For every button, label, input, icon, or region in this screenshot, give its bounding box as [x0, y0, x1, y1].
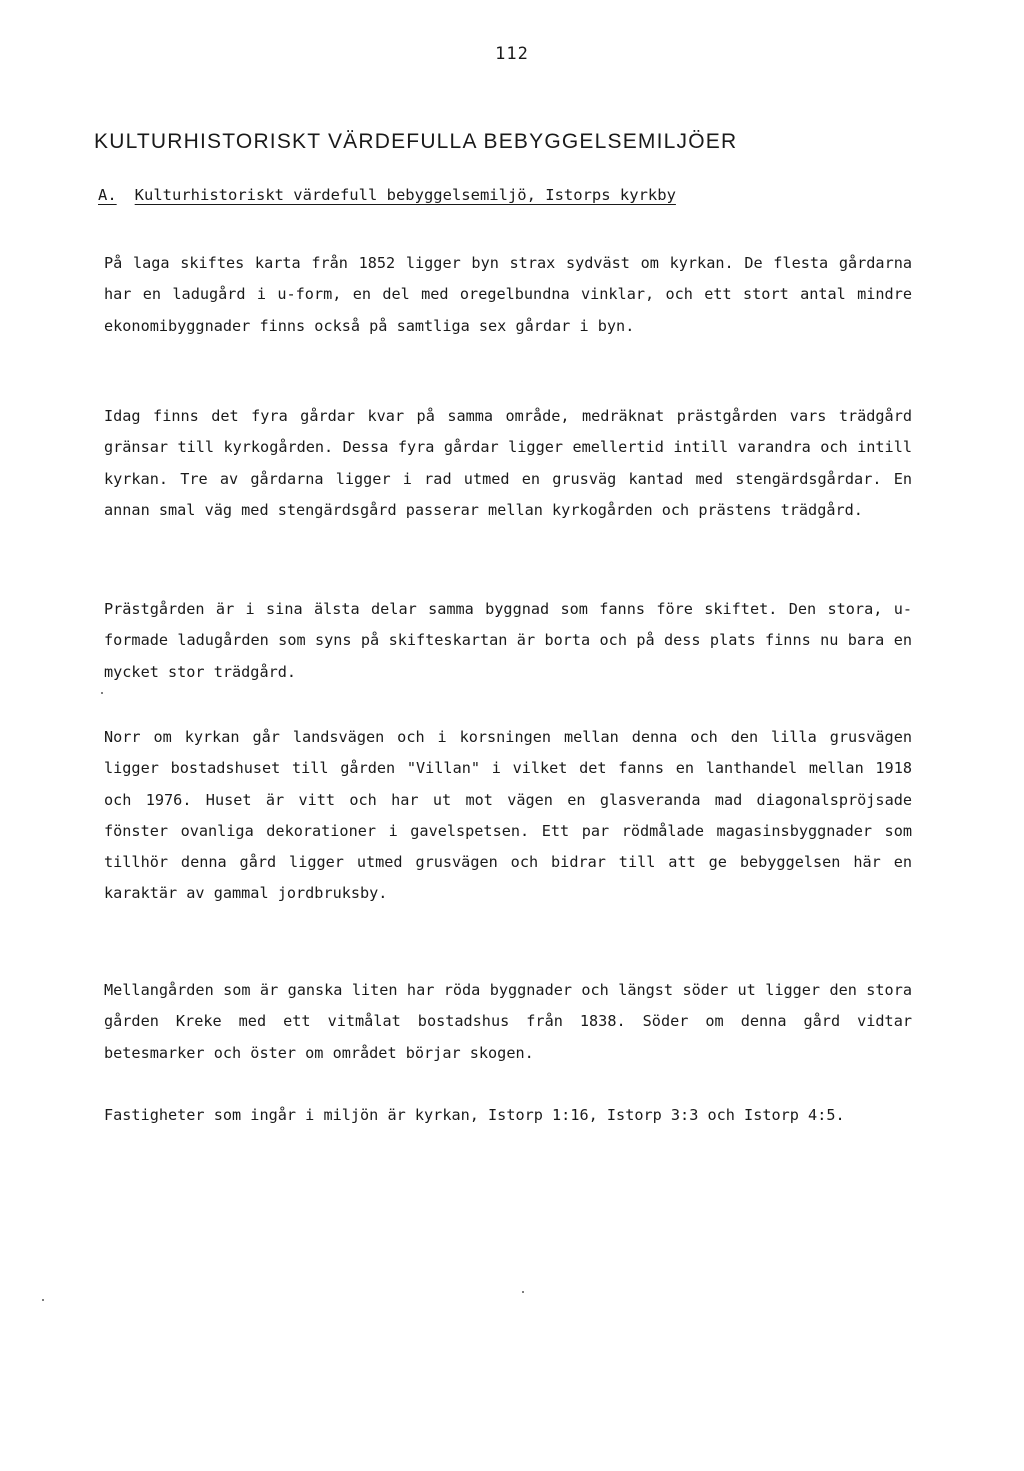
- paragraph-properties: Fastigheter som ingår i miljön är kyrkan, Istorp 1:16, Istorp 3:3 och Istorp 4:5.: [104, 1106, 845, 1124]
- paragraph-parsonage: Prästgården är i sina älsta delar samma byggnad som fanns före skiftet. Den stora, u-formade ladugården som syns på skifteskartan är borta och på dess plats finns nu bara en mycket stor trädgård.: [104, 600, 912, 681]
- page-number: 112: [495, 44, 529, 64]
- page-title: KULTURHISTORISKT VÄRDEFULLA BEBYGGELSEMILJÖER: [94, 130, 738, 153]
- scan-speck: [101, 692, 103, 694]
- paragraph-villan: Norr om kyrkan går landsvägen och i korsningen mellan denna och den lilla grusvägen ligger bostadshuset till gården "Villan" i vilket det fanns en lanthandel mellan 1918 och 1976. Huset är vitt och har ut mot vägen en glasveranda mad diagonalspröjsade fönster ovanliga dekorationer i gavelspetsen. Ett par rödmålade magasinsbyggnader som tillhör denna gård ligger utmed grusvägen och bidrar till att ge bebyggelsen här en karaktär av gammal jordbruksby.: [104, 728, 912, 903]
- paragraph-today: Idag finns det fyra gårdar kvar på samma område, medräknat prästgården vars trädgård gränsar till kyrkogården. Dessa fyra gårdar ligger emellertid intill varandra och intill kyrkan. Tre av gårdarna ligger i rad utmed en grusväg kantad med stengärdsgårdar. En annan smal väg med stengärdsgård passerar mellan kyrkogården och prästens trädgård.: [104, 407, 912, 519]
- paragraph-kreke: Mellangården som är ganska liten har röda byggnader och längst söder ut ligger den stora gården Kreke med ett vitmålat bostadshus från 1838. Söder om denna gård vidtar betesmarker och öster om området börjar skogen.: [104, 981, 912, 1062]
- paragraph-old-map: På laga skiftes karta från 1852 ligger byn strax sydväst om kyrkan. De flesta gårdarna har en ladugård i u-form, en del med oregelbundna vinklar, och ett stort antal mindre ekonomibyggnader finns också på samtliga sex gårdar i byn.: [104, 254, 912, 335]
- section-title: Kulturhistoriskt värdefull bebyggelsemiljö, Istorps kyrkby: [134, 186, 676, 204]
- scan-speck: [522, 1291, 524, 1293]
- section-heading: [98, 186, 676, 204]
- scan-speck: [42, 1299, 44, 1301]
- section-letter: A.: [98, 186, 117, 204]
